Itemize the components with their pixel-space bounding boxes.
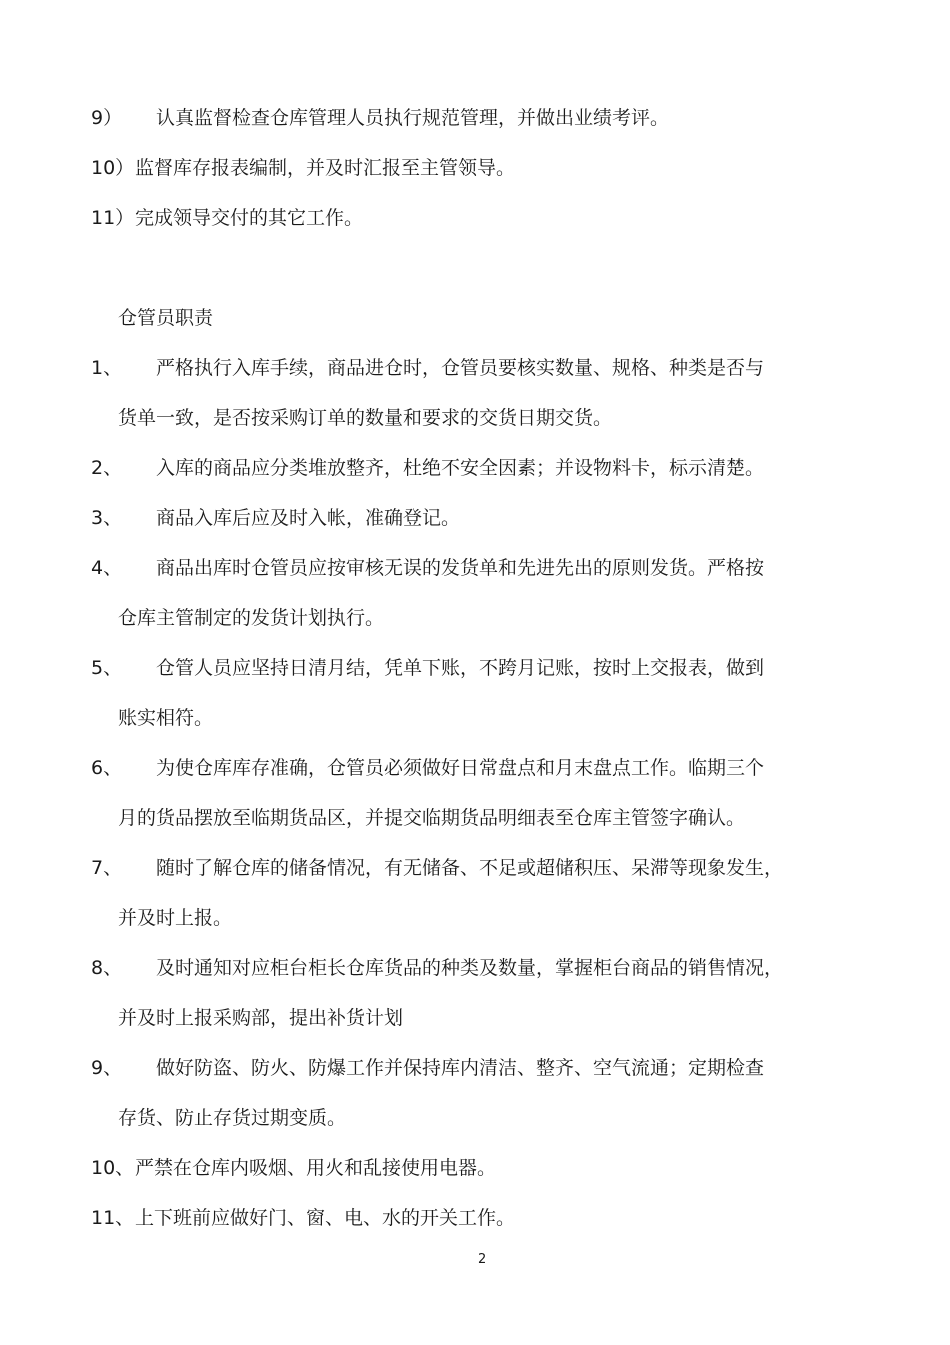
duty-text: 随时了解仓库的储备情况，有无储备、不足或超储积压、呆滞等现象发生， — [156, 857, 784, 879]
duty-number: 4、 — [91, 557, 123, 579]
duty-number: 9、 — [91, 1057, 123, 1079]
intro-item-text: 监督库存报表编制，并及时汇报至主管领导。 — [135, 157, 516, 179]
duty-text: 为使仓库库存准确，仓管员必须做好日常盘点和月末盘点工作。临期三个 — [156, 757, 765, 779]
duty-item-4-cont: 仓库主管制定的发货计划执行。 — [118, 607, 385, 629]
duty-text: 商品出库时仓管员应按审核无误的发货单和先进先出的原则发货。严格按 — [156, 557, 765, 579]
duty-item-9-cont: 存货、防止存货过期变质。 — [118, 1107, 347, 1129]
duty-number: 2、 — [91, 457, 123, 479]
duty-number: 7、 — [91, 857, 123, 879]
intro-item-number: 11） — [91, 207, 135, 229]
duty-text: 商品入库后应及时入帐，准确登记。 — [156, 507, 461, 529]
duty-text: 仓管人员应坚持日清月结，凭单下账，不跨月记账，按时上交报表，做到 — [156, 657, 765, 679]
duty-number: 6、 — [91, 757, 123, 779]
duty-number: 10、 — [91, 1157, 135, 1179]
duty-number: 1、 — [91, 357, 123, 379]
duty-text: 入库的商品应分类堆放整齐，杜绝不安全因素；并设物料卡，标示清楚。 — [156, 457, 765, 479]
duty-number: 3、 — [91, 507, 123, 529]
duty-text: 严格执行入库手续，商品进仓时，仓管员要核实数量、规格、种类是否与 — [156, 357, 765, 379]
duty-number: 11、 — [91, 1207, 135, 1229]
intro-item-number: 9） — [91, 107, 123, 129]
page-number: 2 — [478, 1252, 487, 1267]
duty-text: 上下班前应做好门、窗、电、水的开关工作。 — [135, 1207, 516, 1229]
duty-number: 8、 — [91, 957, 123, 979]
intro-item-text: 认真监督检查仓库管理人员执行规范管理，并做出业绩考评。 — [156, 107, 670, 129]
duty-item-6-cont: 月的货品摆放至临期货品区，并提交临期货品明细表至仓库主管签字确认。 — [118, 807, 746, 829]
duty-item-7-cont: 并及时上报。 — [118, 907, 233, 929]
duty-item-5-cont: 账实相符。 — [118, 707, 214, 729]
duty-text: 做好防盗、防火、防爆工作并保持库内清洁、整齐、空气流通；定期检查 — [156, 1057, 765, 1079]
duty-item-1-cont: 货单一致，是否按采购订单的数量和要求的交货日期交货。 — [118, 407, 613, 429]
section-title: 仓管员职责 — [118, 307, 214, 329]
duty-item-8-cont: 并及时上报采购部，提出补货计划 — [118, 1007, 404, 1029]
intro-item-text: 完成领导交付的其它工作。 — [135, 207, 364, 229]
duty-text: 及时通知对应柜台柜长仓库货品的种类及数量，掌握柜台商品的销售情况， — [156, 957, 784, 979]
intro-item-number: 10） — [91, 157, 135, 179]
duty-text: 严禁在仓库内吸烟、用火和乱接使用电器。 — [135, 1157, 497, 1179]
duty-number: 5、 — [91, 657, 123, 679]
